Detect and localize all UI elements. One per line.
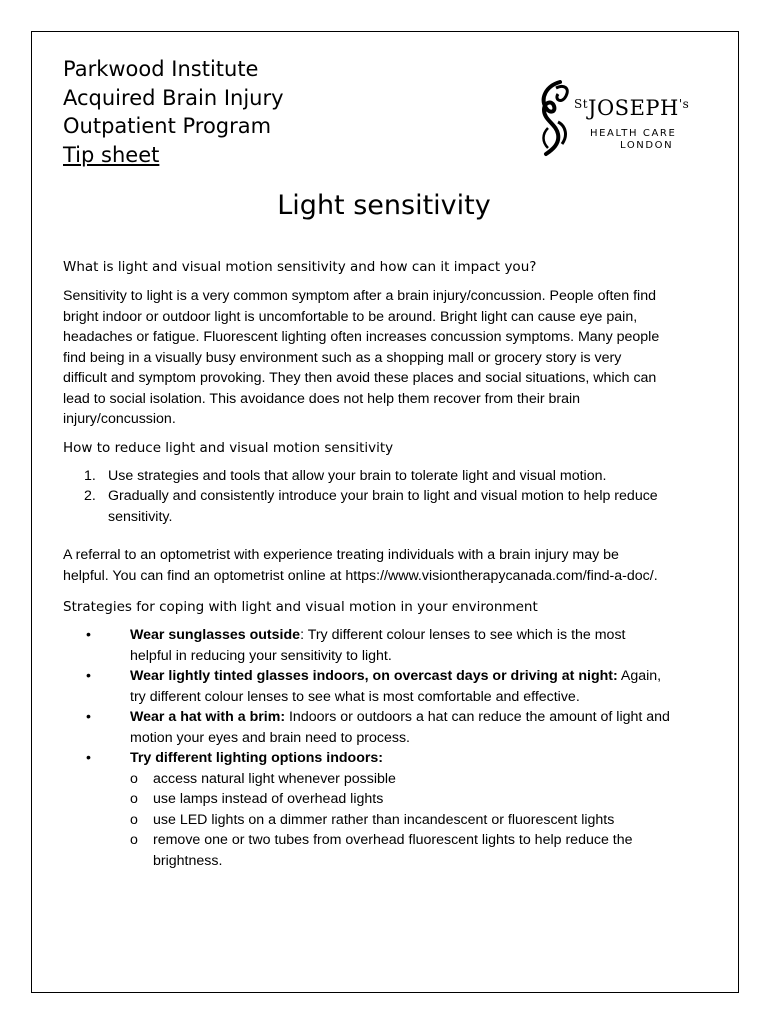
section-heading-impact: What is light and visual motion sensitivity and how can it impact you? [63,259,537,275]
logo-london: LONDON [620,140,674,151]
page-title: Light sensitivity [277,190,491,221]
section-heading-strategies: Strategies for coping with light and visual motion in your environment [63,599,538,615]
bullet-marker: • [86,668,91,684]
list-number: 2. [84,488,96,504]
body-line: difficult and symptom provoking. They then avoid these places and social situations, which can [63,370,657,386]
document-header [63,55,284,169]
referral-paragraph [63,545,713,586]
body-line: bright indoor or outdoor light is uncomfortable to be around. Bright light can cause eye pain, [63,308,638,325]
sub-list-item: remove one or two tubes from overhead fluorescent lights to help reduce the brightness. [153,832,633,869]
bullet-marker: • [86,750,91,766]
body-line: helpful. You can find an optometrist online at https://www.visiontherapycanada.com/find-a-doc/. [63,567,658,584]
list-item: Wear sunglasses outside: Try different colour lenses to see which is the most helpful in reducing your sensitivity to light. [130,627,626,664]
bullet-marker: • [86,709,91,725]
sub-bullet-marker: o [130,812,138,828]
sub-list-item: use LED lights on a dimmer rather than incandescent or fluorescent lights [153,812,615,828]
body-line: find being in a visually busy environment such as a shopping mall or grocery story is very [63,349,622,366]
list-item: Gradually and consistently introduce your brain to light and visual motion to help reduce sensitivity. [108,488,658,525]
list-number: 1. [84,468,96,484]
program-name-line1: Acquired Brain Injury [63,85,284,110]
section-heading-reduce: How to reduce light and visual motion sensitivity [63,440,394,456]
sub-bullet-marker: o [130,791,138,807]
list-item: Wear lightly tinted glasses indoors, on overcast days or driving at night: Again, try different colour lenses to see what is most comfortable and effective. [130,668,662,705]
bullet-marker: • [86,627,91,643]
logo-health-care: HEALTH CARE [590,128,677,139]
sub-list-item: access natural light whenever possible [153,771,396,787]
st-josephs-logo [534,78,716,158]
body-line: lead to social isolation. This avoidance does not help them recover from their brain [63,390,581,407]
list-item: Try different lighting options indoors: [130,750,383,766]
list-item: Use strategies and tools that allow your brain to tolerate light and visual motion. [108,468,607,484]
body-line: Sensitivity to light is a very common symptom after a brain injury/concussion. People often find [63,288,656,304]
program-name-line2: Outpatient Program [63,114,272,138]
list-item: Wear a hat with a brim: Indoors or outdoors a hat can reduce the amount of light and motion your eyes and brain need to process. [130,709,670,746]
sub-bullet-marker: o [130,832,138,848]
tip-sheet-label: Tip sheet [63,142,160,167]
body-line: injury/concussion. [63,411,176,427]
institute-name: Parkwood Institute [63,57,259,81]
sub-list-item: use lamps instead of overhead lights [153,791,384,807]
section-body-impact [63,286,713,430]
logo-name: $^{St}JOSEPH^{'s}$ [574,96,690,120]
sub-bullet-marker: o [130,771,138,787]
body-line: headaches or fatigue. Fluorescent lighting often increases concussion symptoms. Many people [63,329,660,345]
body-line: A referral to an optometrist with experience treating individuals with a brain injury may be [63,547,619,563]
